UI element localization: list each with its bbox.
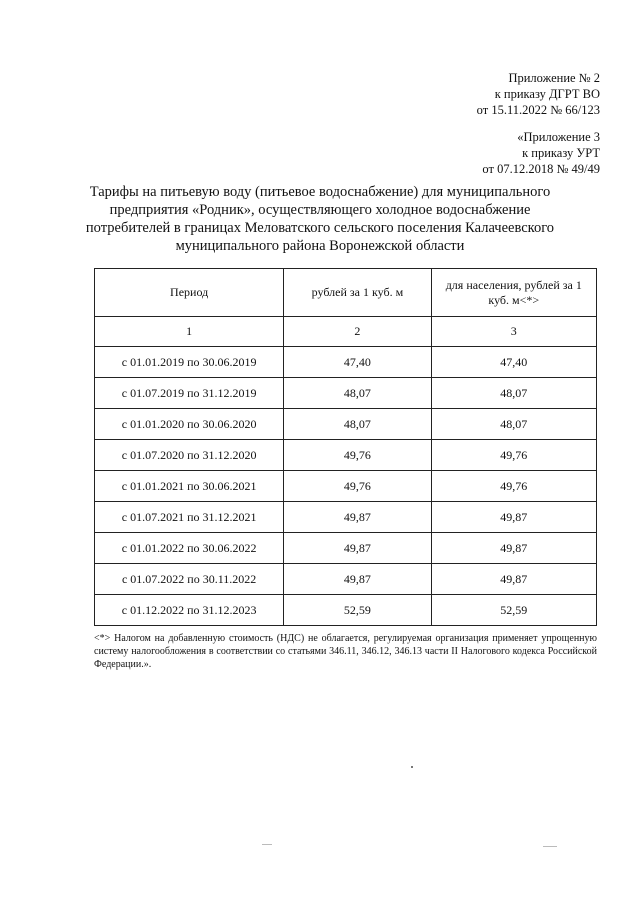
population-rate-cell: 49,87 [431,564,596,595]
table-header-row [95,269,597,317]
title-line-2: предприятия «Родник», осуществляющего холодное водоснабжение [109,202,531,218]
table-row [95,347,597,378]
rate-cell: 48,07 [284,409,431,440]
footnote: <*> Налогом на добавленную стоимость (НДС) не облагается, регулируемая организация применяет упрощенную систему налогообложения в соответствии со статьями 346.11, 346.12, 346.13 части II Налогового кодекса Российской Федерации.». [94,633,597,670]
period-cell: с 01.01.2022 по 30.06.2022 [95,533,284,564]
appendix-current-line-2: к приказу ДГРТ ВО [494,87,600,101]
scan-speck [411,766,413,768]
table-row [95,471,597,502]
population-rate-cell: 52,59 [431,595,596,626]
column-number: 3 [431,317,596,347]
appendix-current-reference [477,70,600,118]
appendix-previous-line-2: к приказу УРТ [522,146,600,160]
column-number: 1 [95,317,284,347]
rate-cell: 49,87 [284,533,431,564]
population-rate-cell: 48,07 [431,409,596,440]
appendix-previous-line-3: от 07.12.2018 № 49/49 [482,162,600,176]
tariff-table [94,268,597,626]
header-period: Период [95,269,284,317]
table-row [95,502,597,533]
table-row [95,595,597,626]
appendix-current-line-1: Приложение № 2 [508,71,600,85]
period-cell: с 01.01.2019 по 30.06.2019 [95,347,284,378]
appendix-previous-line-1: «Приложение 3 [517,130,600,144]
table-row [95,378,597,409]
document-title [60,183,580,255]
appendix-previous-reference [482,129,600,177]
population-rate-cell: 49,76 [431,440,596,471]
header-rate: рублей за 1 куб. м [284,269,431,317]
population-rate-cell: 49,87 [431,502,596,533]
title-line-3: потребителей в границах Меловатского сельского поселения Калачеевского [85,220,555,236]
rate-cell: 52,59 [284,595,431,626]
rate-cell: 47,40 [284,347,431,378]
scan-speck [543,846,557,847]
rate-cell: 49,76 [284,471,431,502]
column-number: 2 [284,317,431,347]
period-cell: с 01.01.2021 по 30.06.2021 [95,471,284,502]
table-row [95,440,597,471]
period-cell: с 01.01.2020 по 30.06.2020 [95,409,284,440]
rate-cell: 49,87 [284,564,431,595]
header-population-rate: для населения, рублей за 1 куб. м<*> [431,269,596,317]
period-cell: с 01.07.2022 по 30.11.2022 [95,564,284,595]
title-line-1: Тарифы на питьевую воду (питьевое водоснабжение) для муниципального [89,184,551,200]
population-rate-cell: 47,40 [431,347,596,378]
period-cell: с 01.07.2021 по 31.12.2021 [95,502,284,533]
appendix-current-line-3: от 15.11.2022 № 66/123 [476,103,600,117]
title-line-4: муниципального района Воронежской области [175,238,465,254]
period-cell: с 01.12.2022 по 31.12.2023 [95,595,284,626]
period-cell: с 01.07.2020 по 31.12.2020 [95,440,284,471]
table-row [95,409,597,440]
table-row [95,564,597,595]
table-row [95,533,597,564]
rate-cell: 48,07 [284,378,431,409]
column-number-row [95,317,597,347]
rate-cell: 49,87 [284,502,431,533]
period-cell: с 01.07.2019 по 31.12.2019 [95,378,284,409]
population-rate-cell: 48,07 [431,378,596,409]
population-rate-cell: 49,87 [431,533,596,564]
rate-cell: 49,76 [284,440,431,471]
population-rate-cell: 49,76 [431,471,596,502]
scan-speck [262,844,272,845]
